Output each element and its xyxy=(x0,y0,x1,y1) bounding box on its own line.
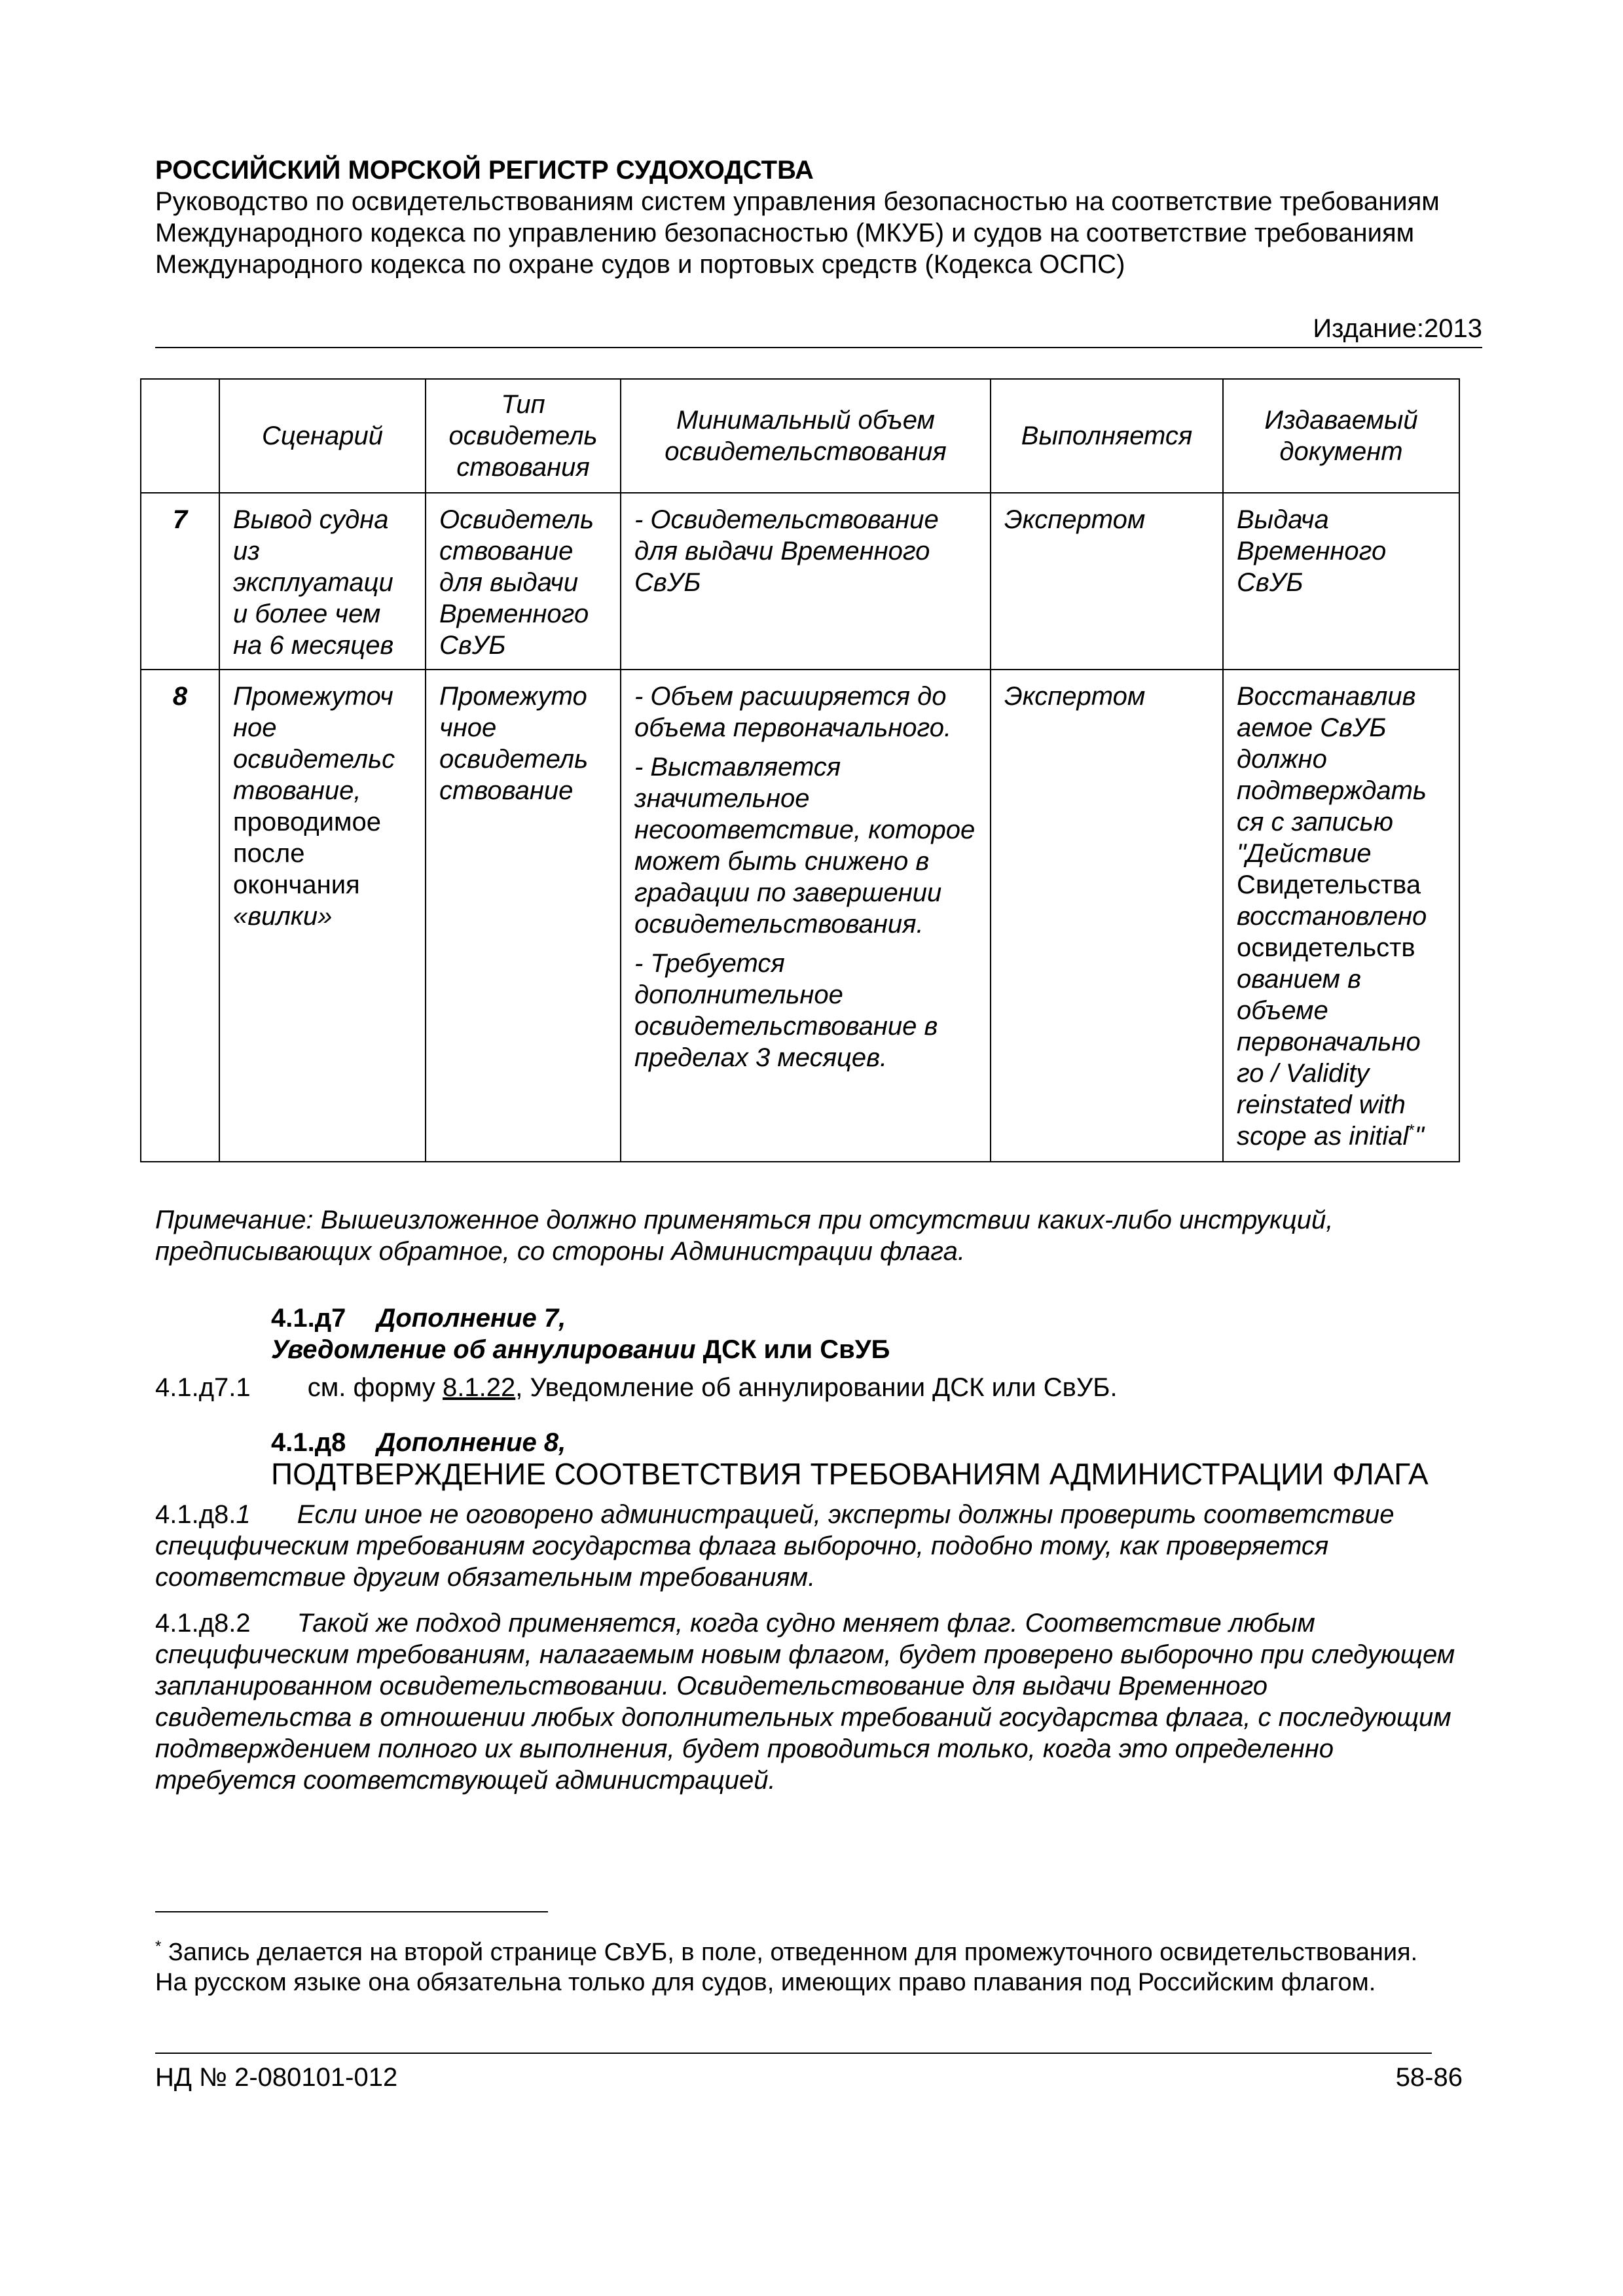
document-part: освидетельств xyxy=(1237,933,1415,962)
header-rule xyxy=(155,347,1482,348)
footnote xyxy=(155,1937,1451,1998)
table-row xyxy=(141,493,1459,670)
header-cell-scenario: Сценарий xyxy=(219,379,426,493)
scope-item: - Объем расширяется до объема первоначального. xyxy=(634,682,952,742)
footnote-marker: * xyxy=(155,1937,162,1956)
paragraph-8-1 xyxy=(155,1499,1471,1593)
scenario-part: Промежуточ ное освидетельс твование, xyxy=(233,682,395,805)
footnote-marker: * xyxy=(1408,1121,1415,1139)
edition-label: Издание:2013 xyxy=(1313,314,1482,343)
form-link[interactable]: 8.1.22 xyxy=(443,1373,516,1402)
section-8-heading xyxy=(271,1427,1450,1458)
section-7-heading xyxy=(271,1302,1450,1334)
row-scenario: Вывод судна из эксплуатаци и более чем на 6 месяцев xyxy=(219,493,426,670)
footer-page-number: 58-86 xyxy=(1395,2063,1463,2092)
header-cell-num xyxy=(141,379,219,493)
header-cell-type: Тип освидетель ствования xyxy=(426,379,621,493)
row-document xyxy=(1223,670,1459,1162)
paragraph-number: 4.1.д8.2 xyxy=(155,1609,251,1638)
row-number: 7 xyxy=(141,493,219,670)
paragraph-8-2 xyxy=(155,1607,1471,1796)
row-number: 8 xyxy=(141,670,219,1162)
row-type: Освидетель ствование для выдачи Временного СвУБ xyxy=(426,493,621,670)
row-performed: Экспертом xyxy=(991,670,1223,1162)
paragraph-number: 4.1.д8. xyxy=(155,1500,236,1529)
paragraph-7-1 xyxy=(155,1372,1465,1403)
footer-rule xyxy=(155,2053,1432,2054)
document-part: " xyxy=(1414,1122,1424,1151)
row-scope xyxy=(621,670,991,1162)
paragraph-number-italic: 1 xyxy=(236,1500,251,1529)
paragraph-text: Такой же подход применяется, когда судно меняет флаг. Соответствие любым специфическим требованиям, налагаемым новым флагом, будет проверено выборочно при следующем запланированном освидетельствовании. Освидетельствование для выдачи Временного свидетельства в отношении любых дополнительных требований государства флага, с последующим подтверждением полного их выполнения, будет проводиться только, когда это определенно требуется соответствующей администрацией. xyxy=(155,1609,1455,1795)
document-part: восстановлено xyxy=(1237,902,1427,931)
document-description: Руководство по освидетельствованиям систем управления безопасностью на соответствие требованиям Международного кодекса по управлению безопасностью (МКУБ) и судов на соответствие требованиям Международного кодекса по охране судов и портовых средств (Кодекса ОСПС) xyxy=(155,187,1440,279)
paragraph-number: 4.1.д7.1 xyxy=(155,1373,251,1402)
survey-scenarios-table xyxy=(140,378,1460,1162)
row-type: Промежуто чное освидетель ствование xyxy=(426,670,621,1162)
header-cell-scope: Минимальный объем освидетельствования xyxy=(621,379,991,493)
table-header-row xyxy=(141,379,1459,493)
row-document: Выдача Временного СвУБ xyxy=(1223,493,1459,670)
section-number: 4.1.д7 xyxy=(271,1304,346,1333)
subtitle-italic: Уведомление об аннулировании xyxy=(271,1335,696,1364)
paragraph-text: , Уведомление об аннулировании ДСК или СвУБ. xyxy=(515,1373,1118,1402)
register-title: РОССИЙСКИЙ МОРСКОЙ РЕГИСТР СУДОХОДСТВА xyxy=(155,156,814,185)
row-performed: Экспертом xyxy=(991,493,1223,670)
scope-item: - Выставляется значительное несоответствие, которое может быть снижено в градации по завершении освидетельствования. xyxy=(634,753,976,939)
header-cell-document: Издаваемый документ xyxy=(1223,379,1459,493)
section-number: 4.1.д8 xyxy=(271,1428,346,1457)
header-cell-performed: Выполняется xyxy=(991,379,1223,493)
footer-doc-id: НД № 2-080101-012 xyxy=(155,2063,398,2092)
scope-item: - Освидетельствование для выдачи Временного СвУБ xyxy=(634,505,939,597)
paragraph-text: см. форму xyxy=(307,1373,435,1402)
section-title: Дополнение 8, xyxy=(376,1428,566,1457)
section-7-subtitle xyxy=(271,1334,1450,1365)
footnote-rule xyxy=(155,1911,548,1912)
section-title: Дополнение 7, xyxy=(376,1304,566,1333)
document-part: ованием в объеме первоначально го / Validity reinstated with scope as initial xyxy=(1237,965,1421,1151)
row-scope xyxy=(621,493,991,670)
footnote-text: Запись делается на второй странице СвУБ, в поле, отведенном для промежуточного освидетельствования. На русском языке она обязательна только для судов, имеющих право плавания под Российским флагом. xyxy=(155,1939,1418,1996)
paragraph-text: Если иное не оговорено администрацией, эксперты должны проверить соответствие специфическим требованиям государства флага выборочно, подобно тому, как проверяется соответствие другим обязательным требованиям. xyxy=(155,1500,1395,1592)
scenario-part: «вилки» xyxy=(233,902,333,931)
table-note: Примечание: Вышеизложенное должно применяться при отсутствии каких-либо инструкций, предписывающих обратное, со стороны Администрации флага. xyxy=(155,1206,1334,1266)
scope-item: - Требуется дополнительное освидетельствование в пределах 3 месяцев. xyxy=(634,949,938,1072)
section-8-title: ПОДТВЕРЖДЕНИЕ СООТВЕТСТВИЯ ТРЕБОВАНИЯМ АДМИНИСТРАЦИИ ФЛАГА xyxy=(271,1457,1429,1491)
document-part: Свидетельства xyxy=(1237,870,1421,899)
scenario-part: проводимое после окончания xyxy=(233,808,381,899)
row-scenario xyxy=(219,670,426,1162)
document-part: Восстанавлив аемое СвУБ должно подтверждать ся с записью "Действие xyxy=(1237,682,1427,868)
table-row xyxy=(141,670,1459,1162)
subtitle-bold: ДСК или СвУБ xyxy=(702,1335,890,1364)
